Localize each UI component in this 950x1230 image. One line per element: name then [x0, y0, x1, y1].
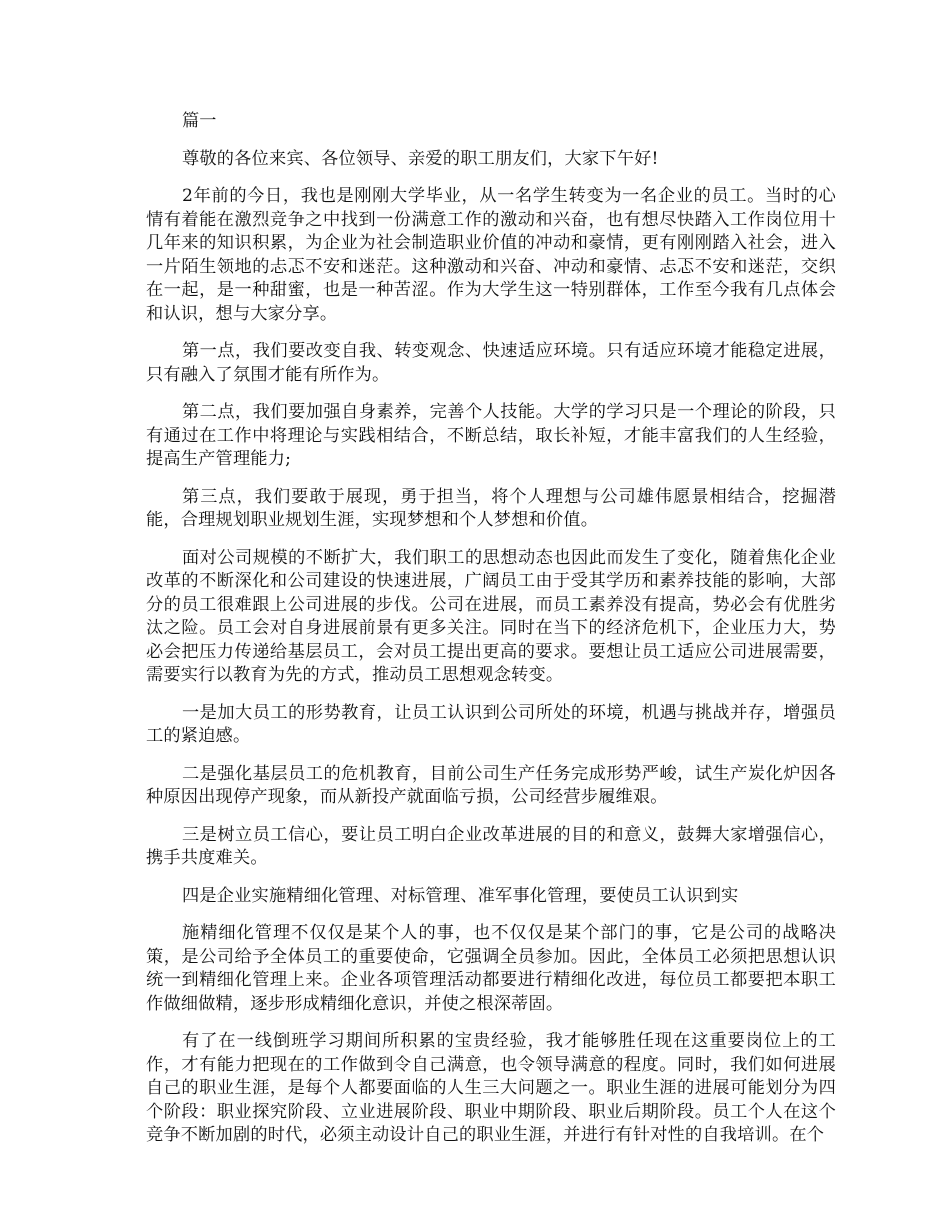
paragraph-item-four: 四是企业实施精细化管理、对标管理、准军事化管理，要使员工认识到实 [182, 885, 739, 906]
paragraph-item-two: 二是强化基层员工的危机教育，目前公司生产任务完成形势严峻，试生产炭化炉因各种原因出现停产现象，而从新投产就面临亏损，公司经营步履维艰。 [146, 763, 836, 807]
paragraph-career: 有了在一线倒班学习期间所积累的宝贵经验，我才能够胜任现在这重要岗位上的工作，才有能力把现在的工作做到令自己满意，也令领导满意的程度。同时，我们如何进展自己的职业生涯，是每个人都要面临的人生三大问题之一。职业生涯的进展可能划分为四个阶段：职业探究阶段、立业进展阶段、职业中期阶段、职业后期阶段。员工个人在这个竞争不断加剧的时代，必须主动设计自己的职业生涯，并进行有针对性的自我培训。在个 [146, 1031, 836, 1145]
document-page [146, 110, 836, 1162]
section-heading: 篇一 [182, 111, 217, 131]
paragraph-item-three: 三是树立员工信心，要让员工明白企业改革进展的目的和意义，鼓舞大家增强信心，携手共度难关。 [146, 824, 836, 868]
paragraph-fine-management: 施精细化管理不仅仅是某个人的事，也不仅仅是某个部门的事，它是公司的战略决策，是公司给予全体员工的重要使命，它强调全员参加。因此，全体员工必须把思想认识统一到精细化管理上来。企业各项管理活动都要进行精细化改进，每位员工都要把本职工作做细做精，逐步形成精细化意识，并使之根深蒂固。 [146, 923, 836, 1014]
paragraph-greeting: 尊敬的各位来宾、各位领导、亲爱的职工朋友们，大家下午好! [182, 148, 659, 169]
paragraph-item-one: 一是加大员工的形势教育，让员工认识到公司所处的环境，机遇与挑战并存，增强员工的紧迫感。 [146, 702, 836, 746]
paragraph-company-scale: 面对公司规模的不断扩大，我们职工的思想动态也因此而发生了变化，随着焦化企业改革的不断深化和公司建设的快速进展，广阔员工由于受其学历和素养技能的影响，大部分的员工很难跟上公司进展的步伐。公司在进展，而员工素养没有提高，势必会有优胜劣汰之险。员工会对自身进展前景有更多关注。同时在当下的经济危机下，企业压力大，势必会把压力传递给基层员工，会对员工提出更高的要求。要想让员工适应公司进展需要，需要实行以教育为先的方式，推动员工思想观念转变。 [146, 547, 836, 685]
paragraph-point-one: 第一点，我们要改变自我、转变观念、快速适应环境。只有适应环境才能稳定进展，只有融入了氛围才能有所作为。 [146, 341, 836, 385]
paragraph-point-two: 第二点，我们要加强自身素养，完善个人技能。大学的学习只是一个理论的阶段，只有通过在工作中将理论与实践相结合，不断总结，取长补短，才能丰富我们的人生经验，提高生产管理能力; [146, 402, 836, 469]
paragraph-intro: 2年前的今日，我也是刚刚大学毕业，从一名学生转变为一名企业的员工。当时的心情有着能在激烈竞争之中找到一份满意工作的激动和兴奋，也有想尽快踏入工作岗位用十几年来的知识积累，为企业为社会制造职业价值的冲动和豪情，更有刚刚踏入社会，进入一片陌生领地的忐忑不安和迷茫。这种激动和兴奋、冲动和豪情、忐忑不安和迷茫，交织在一起，是一种甜蜜，也是一种苦涩。作为大学生这一特别群体，工作至今我有几点体会和认识，想与大家分享。 [146, 186, 836, 324]
paragraph-point-three: 第三点，我们要敢于展现，勇于担当，将个人理想与公司雄伟愿景相结合，挖掘潜能，合理规划职业规划生涯，实现梦想和个人梦想和价值。 [146, 486, 836, 530]
